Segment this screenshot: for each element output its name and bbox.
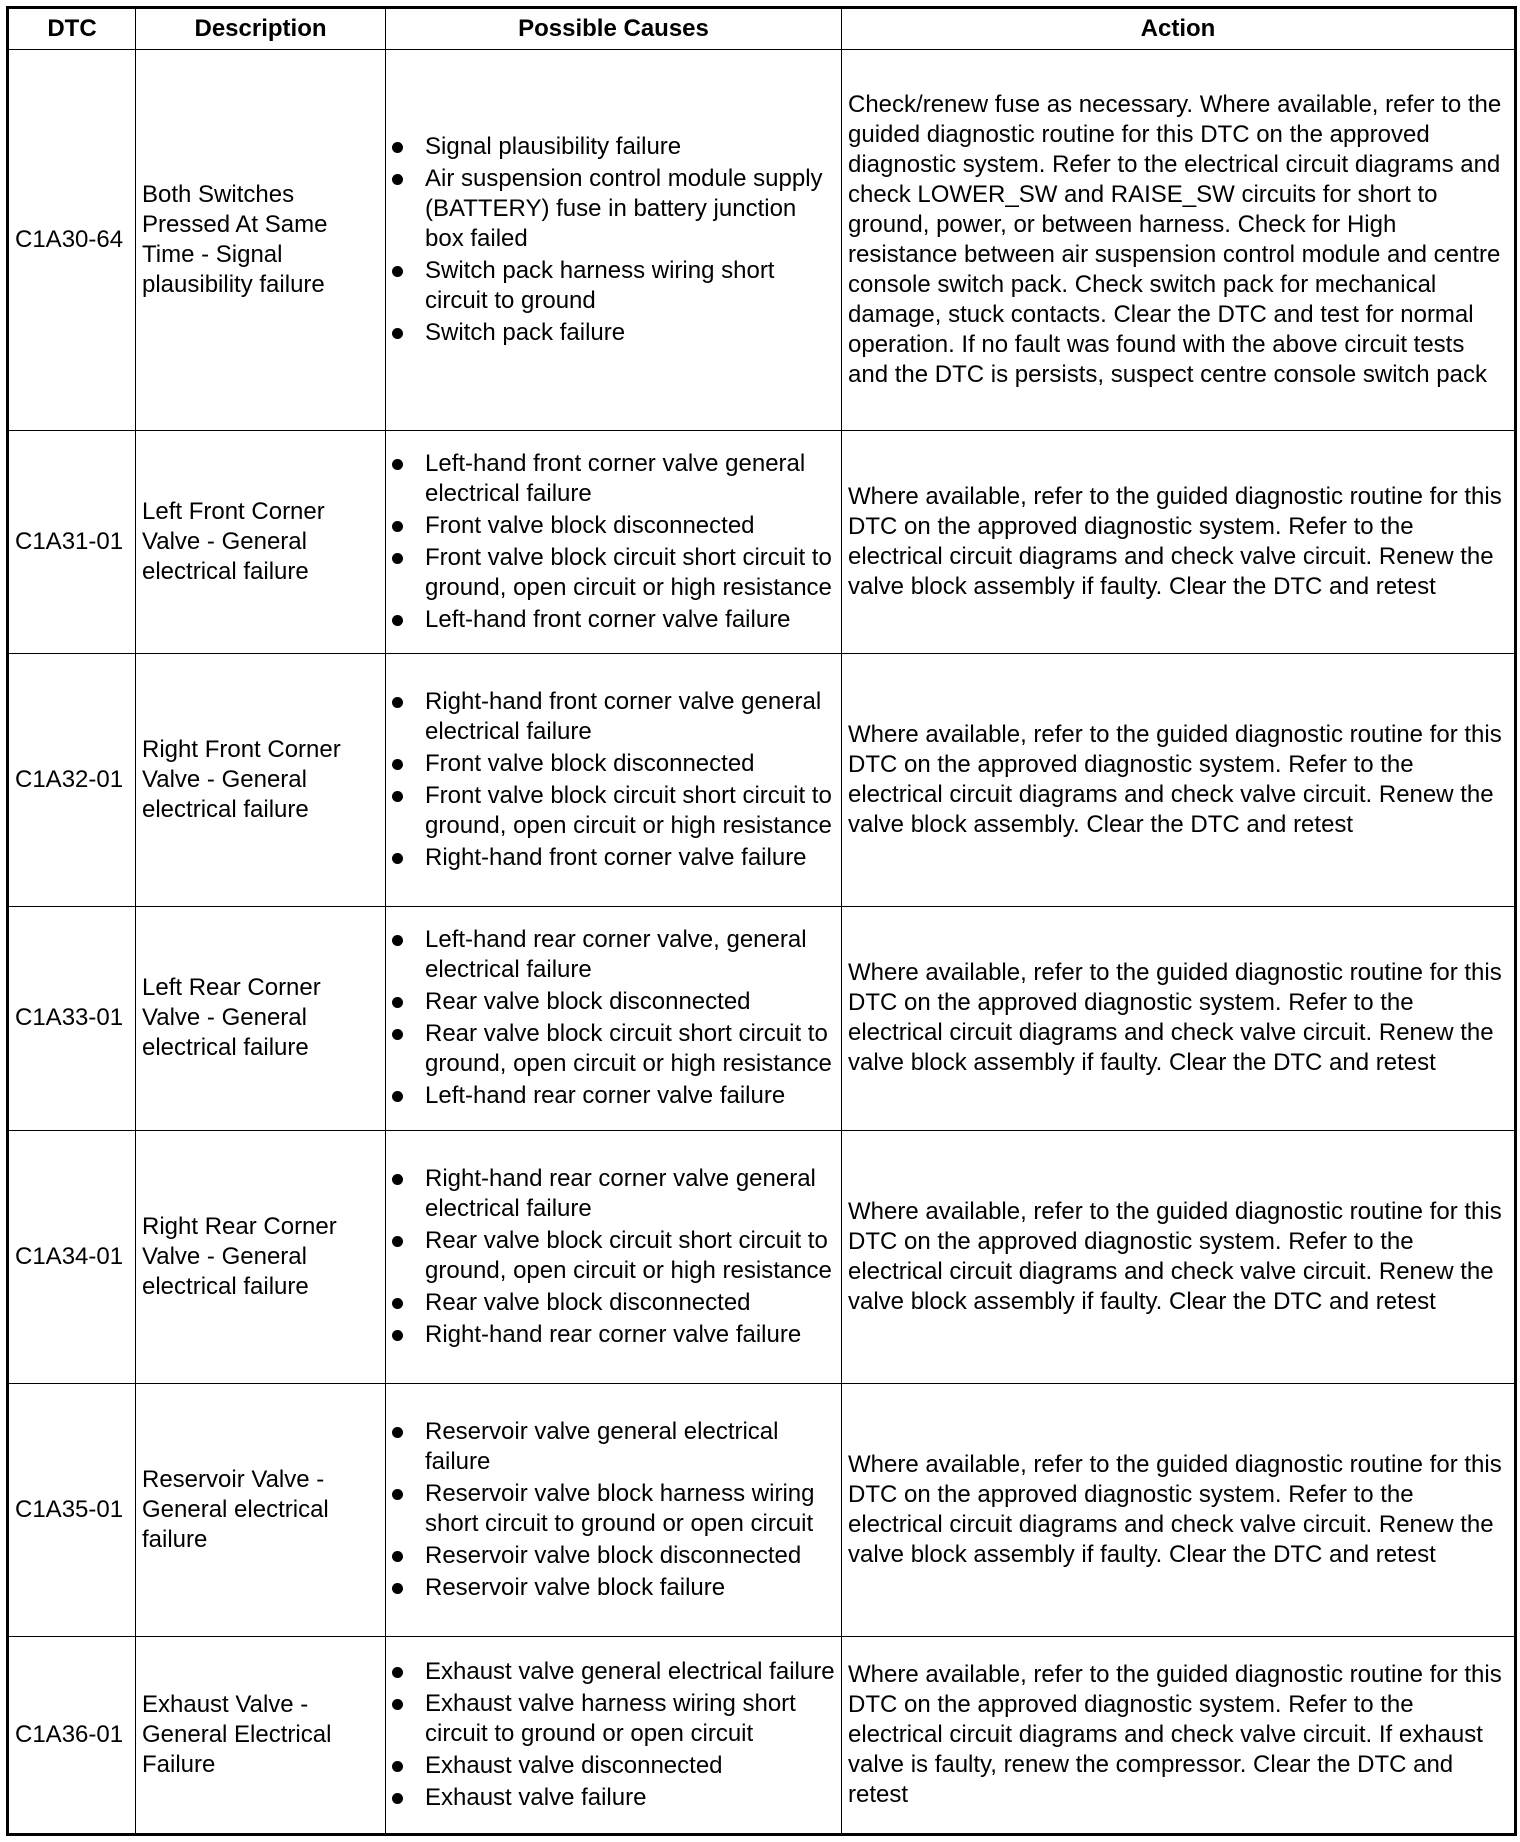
possible-causes-cell (386, 430, 842, 653)
cause-item (392, 318, 835, 348)
possible-causes-cell (386, 1636, 842, 1834)
header-dtc: DTC (8, 8, 136, 50)
dtc-description: Left Front Corner Valve - General electrical failure (136, 430, 386, 653)
bullet-icon (392, 1174, 403, 1185)
possible-causes-list (392, 449, 835, 635)
cause-text: Front valve block circuit short circuit to ground, open circuit or high resistance (425, 543, 832, 601)
cause-item (392, 749, 835, 779)
possible-causes-list (392, 687, 835, 873)
table-row (8, 1383, 1516, 1636)
cause-item (392, 511, 835, 541)
bullet-icon (392, 521, 403, 532)
bullet-icon (392, 328, 403, 339)
action-text: Where available, refer to the guided diagnostic routine for this DTC on the approved diagnostic system. Refer to the electrical circuit diagrams and check valve circuit. Renew the valve block assembly if faulty. Clear the DTC and retest (842, 907, 1516, 1130)
bullet-icon (392, 459, 403, 470)
cause-item (392, 1164, 835, 1224)
bullet-icon (392, 1761, 403, 1772)
bullet-icon (392, 142, 403, 153)
possible-causes-list (392, 925, 835, 1111)
cause-item (392, 1417, 835, 1477)
table-row (8, 654, 1516, 907)
cause-text: Rear valve block circuit short circuit to ground, open circuit or high resistance (425, 1226, 832, 1284)
possible-causes-cell (386, 1383, 842, 1636)
cause-item (392, 1541, 835, 1571)
dtc-table (6, 6, 1517, 1836)
cause-item (392, 781, 835, 841)
table-row (8, 50, 1516, 431)
bullet-icon (392, 266, 403, 277)
cause-text: Right-hand rear corner valve failure (425, 1320, 802, 1348)
cause-item (392, 843, 835, 873)
dtc-code: C1A31-01 (8, 430, 136, 653)
dtc-code: C1A36-01 (8, 1636, 136, 1834)
bullet-icon (392, 1551, 403, 1562)
table-header (8, 8, 1516, 50)
cause-text: Exhaust valve harness wiring short circuit to ground or open circuit (425, 1689, 796, 1747)
header-action: Action (842, 8, 1516, 50)
cause-text: Air suspension control module supply (BATTERY) fuse in battery junction box failed (425, 164, 823, 252)
possible-causes-cell (386, 907, 842, 1130)
cause-item (392, 1657, 835, 1687)
cause-item (392, 1226, 835, 1286)
bullet-icon (392, 853, 403, 864)
cause-item (392, 605, 835, 635)
bullet-icon (392, 615, 403, 626)
bullet-icon (392, 1489, 403, 1500)
table-row (8, 430, 1516, 653)
table-row (8, 907, 1516, 1130)
cause-item (392, 1689, 835, 1749)
cause-item (392, 256, 835, 316)
action-text: Where available, refer to the guided diagnostic routine for this DTC on the approved diagnostic system. Refer to the electrical circuit diagrams and check valve circuit. If exhaust valve is faulty, renew the compressor. Clear the DTC and retest (842, 1636, 1516, 1834)
dtc-description: Left Rear Corner Valve - General electrical failure (136, 907, 386, 1130)
cause-text: Front valve block circuit short circuit to ground, open circuit or high resistance (425, 782, 832, 840)
action-text: Where available, refer to the guided diagnostic routine for this DTC on the approved diagnostic system. Refer to the electrical circuit diagrams and check valve circuit. Renew the valve block assembly if faulty. Clear the DTC and retest (842, 1383, 1516, 1636)
cause-item (392, 164, 835, 254)
cause-text: Switch pack failure (425, 318, 626, 346)
table-row (8, 1636, 1516, 1834)
bullet-icon (392, 697, 403, 708)
cause-text: Reservoir valve block disconnected (425, 1541, 802, 1569)
bullet-icon (392, 1029, 403, 1040)
dtc-description: Exhaust Valve - General Electrical Failure (136, 1636, 386, 1834)
bullet-icon (392, 174, 403, 185)
action-text: Where available, refer to the guided diagnostic routine for this DTC on the approved diagnostic system. Refer to the electrical circuit diagrams and check valve circuit. Renew the valve block assembly. Clear the DTC and retest (842, 654, 1516, 907)
cause-text: Exhaust valve general electrical failure (425, 1657, 835, 1685)
bullet-icon (392, 1583, 403, 1594)
cause-text: Right-hand front corner valve general electrical failure (425, 688, 822, 746)
cause-text: Left-hand front corner valve general electrical failure (425, 449, 806, 507)
cause-text: Rear valve block circuit short circuit to ground, open circuit or high resistance (425, 1020, 832, 1078)
cause-item (392, 1081, 835, 1111)
cause-text: Exhaust valve failure (425, 1783, 647, 1811)
action-text: Check/renew fuse as necessary. Where available, refer to the guided diagnostic routine for this DTC on the approved diagnostic system. Refer to the electrical circuit diagrams and check LOWER_SW and RAISE_SW circuits for short to ground, power, or between harness. Check for High resistance between air suspension control module and centre console switch pack. Check switch pack for mechanical damage, stuck contacts. Clear the DTC and test for normal operation. If no fault was found with the above circuit tests and the DTC is persists, suspect centre console switch pack (842, 50, 1516, 431)
cause-item (392, 449, 835, 509)
table-body (8, 50, 1516, 1835)
cause-text: Signal plausibility failure (425, 132, 682, 160)
possible-causes-list (392, 1417, 835, 1603)
cause-text: Front valve block disconnected (425, 750, 755, 778)
possible-causes-list (392, 132, 835, 348)
cause-text: Rear valve block disconnected (425, 1288, 751, 1316)
dtc-description: Both Switches Pressed At Same Time - Signal plausibility failure (136, 50, 386, 431)
cause-text: Front valve block disconnected (425, 511, 755, 539)
header-description: Description (136, 8, 386, 50)
cause-item (392, 543, 835, 603)
cause-text: Exhaust valve disconnected (425, 1751, 723, 1779)
action-text: Where available, refer to the guided diagnostic routine for this DTC on the approved diagnostic system. Refer to the electrical circuit diagrams and check valve circuit. Renew the valve block assembly if faulty. Clear the DTC and retest (842, 1130, 1516, 1383)
cause-item (392, 1479, 835, 1539)
bullet-icon (392, 1330, 403, 1341)
bullet-icon (392, 1427, 403, 1438)
cause-text: Right-hand rear corner valve general electrical failure (425, 1164, 816, 1222)
bullet-icon (392, 791, 403, 802)
possible-causes-cell (386, 654, 842, 907)
cause-text: Right-hand front corner valve failure (425, 844, 807, 872)
possible-causes-list (392, 1164, 835, 1350)
action-text: Where available, refer to the guided diagnostic routine for this DTC on the approved diagnostic system. Refer to the electrical circuit diagrams and check valve circuit. Renew the valve block assembly if faulty. Clear the DTC and retest (842, 430, 1516, 653)
dtc-code: C1A34-01 (8, 1130, 136, 1383)
bullet-icon (392, 1298, 403, 1309)
dtc-code: C1A35-01 (8, 1383, 136, 1636)
table-row (8, 1130, 1516, 1383)
cause-text: Reservoir valve general electrical failure (425, 1417, 779, 1475)
bullet-icon (392, 553, 403, 564)
possible-causes-cell (386, 1130, 842, 1383)
dtc-description: Right Front Corner Valve - General electrical failure (136, 654, 386, 907)
dtc-description: Reservoir Valve - General electrical failure (136, 1383, 386, 1636)
cause-item (392, 1751, 835, 1781)
header-possible-causes: Possible Causes (386, 8, 842, 50)
dtc-code: C1A33-01 (8, 907, 136, 1130)
dtc-code: C1A30-64 (8, 50, 136, 431)
cause-item (392, 987, 835, 1017)
bullet-icon (392, 1091, 403, 1102)
cause-text: Switch pack harness wiring short circuit to ground (425, 256, 775, 314)
cause-item (392, 1320, 835, 1350)
dtc-code: C1A32-01 (8, 654, 136, 907)
bullet-icon (392, 759, 403, 770)
cause-text: Left-hand front corner valve failure (425, 605, 791, 633)
cause-item (392, 1573, 835, 1603)
bullet-icon (392, 1699, 403, 1710)
bullet-icon (392, 1667, 403, 1678)
cause-item (392, 925, 835, 985)
bullet-icon (392, 935, 403, 946)
dtc-description: Right Rear Corner Valve - General electrical failure (136, 1130, 386, 1383)
cause-text: Reservoir valve block failure (425, 1573, 726, 1601)
bullet-icon (392, 997, 403, 1008)
cause-text: Left-hand rear corner valve, general electrical failure (425, 926, 807, 984)
cause-item (392, 1783, 835, 1813)
possible-causes-list (392, 1657, 835, 1813)
possible-causes-cell (386, 50, 842, 431)
cause-item (392, 1019, 835, 1079)
header-row (8, 8, 1516, 50)
cause-item (392, 132, 835, 162)
cause-item (392, 687, 835, 747)
cause-text: Reservoir valve block harness wiring short circuit to ground or open circuit (425, 1479, 815, 1537)
bullet-icon (392, 1793, 403, 1804)
cause-text: Left-hand rear corner valve failure (425, 1082, 786, 1110)
bullet-icon (392, 1236, 403, 1247)
cause-text: Rear valve block disconnected (425, 988, 751, 1016)
cause-item (392, 1288, 835, 1318)
